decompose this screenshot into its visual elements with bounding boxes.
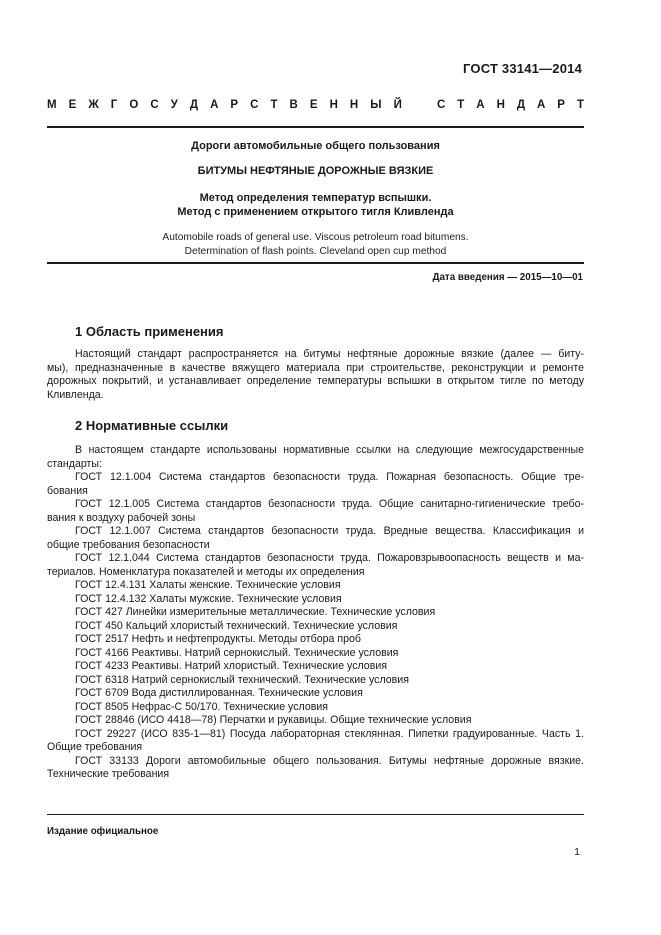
section-1-heading: 1 Область применения — [75, 324, 224, 339]
letter: Г — [110, 99, 118, 111]
letter: Н — [496, 99, 505, 111]
effective-date: Дата введения — 2015—10—01 — [432, 272, 583, 283]
reference-line: ГОСТ 33133 Дороги автомобильные общего пользования. Битумы нефтяные дорожные вязкие. — [75, 754, 584, 767]
method-title — [47, 191, 584, 219]
letter: Ж — [88, 99, 99, 111]
reference-line: ГОСТ 4166 Реактивы. Натрий сернокислый. Технические условия — [75, 646, 399, 659]
reference-line: Общие требования — [47, 741, 143, 753]
reference-line: ГОСТ 427 Линейки измерительные металлические. Технические условия — [75, 606, 436, 618]
reference-line: териалов. Номенклатура показателей и методы их определения — [47, 565, 365, 578]
page-number: 1 — [574, 846, 580, 858]
letter: А — [476, 99, 485, 111]
letter: У — [170, 99, 178, 111]
english-title-line: Automobile roads of general use. Viscous petroleum road bitumens. — [162, 232, 469, 243]
section-2-heading: 2 Нормативные ссылки — [75, 418, 229, 433]
letter: О — [129, 99, 139, 111]
reference-line: ГОСТ 12.4.132 Халаты мужские. Технические условия — [75, 592, 342, 605]
letter: Е — [309, 99, 318, 111]
text-line: дорожных покрытий, и устанавливает определение температуры вспышки в открытом тигле по методу — [47, 375, 584, 387]
reference-line: ГОСТ 29227 (ИСО 835-1—81) Посуда лабораторная стеклянная. Пипетки градуированные. Часть 1. — [75, 727, 584, 740]
reference-line: ГОСТ 8505 Нефрас-С 50/170. Технические условия — [75, 700, 328, 713]
text-line: мы), предназначенные в качестве вяжущего материала при строительстве, реконструкции и ремонте — [47, 361, 584, 374]
method-title-line: Метод определения температур вспышки. — [199, 192, 432, 204]
letter: В — [289, 99, 298, 111]
title-divider — [47, 262, 584, 264]
bitumens-title: БИТУМЫ НЕФТЯНЫЕ ДОРОЖНЫЕ ВЯЗКИЕ — [197, 165, 434, 177]
letter: Н — [349, 99, 359, 111]
letter: Т — [457, 99, 465, 111]
road-title: Дороги автомобильные общего пользования — [191, 140, 440, 152]
reference-line: ГОСТ 28846 (ИСО 4418—78) Перчатки и рукавицы. Общие технические условия — [75, 714, 472, 726]
reference-line: ГОСТ 12.1.044 Система стандартов безопасности труда. Пожаровзрывоопасность веществ и ма- — [75, 552, 584, 564]
letter: А — [537, 99, 546, 111]
reference-line: ГОСТ 12.1.005 Система стандартов безопасности труда. Общие санитарно-гигиенические требо- — [75, 498, 584, 510]
footer-divider — [47, 814, 584, 815]
reference-line: ГОСТ 12.1.007 Система стандартов безопасности труда. Вредные вещества. Классификация и — [75, 525, 584, 537]
reference-line: бования — [47, 484, 88, 497]
text-line: В настоящем стандарте использованы нормативные ссылки на следующие межгосударственные — [75, 444, 584, 456]
text-line: стандарты: — [47, 457, 102, 470]
standard-word — [437, 99, 584, 111]
letter: Н — [329, 99, 338, 111]
text-line: Кливленда. — [47, 388, 104, 401]
letter: Д — [516, 99, 526, 111]
letter: С — [437, 99, 446, 111]
reference-line: общие требования безопасности — [47, 538, 210, 551]
letter: Е — [68, 99, 77, 111]
reference-line: ГОСТ 2517 Нефть и нефтепродукты. Методы отбора проб — [75, 633, 361, 645]
english-title — [47, 231, 584, 259]
letter: Р — [557, 99, 565, 111]
text-line: Настоящий стандарт распространяется на битумы нефтяные дорожные вязкие (далее — биту- — [75, 348, 584, 360]
english-title-line: Determination of flash points. Cleveland open cup method — [184, 246, 447, 257]
letter: А — [210, 99, 219, 111]
official-edition-label: Издание официальное — [47, 826, 159, 837]
letter: С — [250, 99, 259, 111]
letter: Т — [270, 99, 278, 111]
letter: Ы — [370, 99, 382, 111]
reference-line: ГОСТ 450 Кальций хлористый технический. Технические условия — [75, 619, 398, 632]
top-divider — [47, 126, 584, 128]
interstate-word — [47, 99, 402, 111]
reference-line: ГОСТ 12.4.131 Халаты женские. Технические условия — [75, 579, 341, 591]
interstate-standard-banner — [47, 99, 584, 111]
letter: С — [150, 99, 159, 111]
section-2-text — [47, 444, 584, 782]
reference-line: ГОСТ 4233 Реактивы. Натрий хлористый. Технические условия — [75, 660, 387, 672]
letter: М — [47, 99, 57, 111]
reference-line: вания к воздуху рабочей зоны — [47, 511, 196, 524]
method-title-line: Метод с применением открытого тигля Кливленда — [177, 206, 454, 218]
letter: Т — [576, 99, 584, 111]
letter: Р — [230, 99, 239, 111]
reference-line: ГОСТ 12.1.004 Система стандартов безопасности труда. Пожарная безопасность. Общие тре- — [75, 471, 584, 483]
reference-line: ГОСТ 6709 Вода дистиллированная. Технические условия — [75, 687, 363, 699]
reference-line: Технические требования — [47, 768, 170, 780]
document-number: ГОСТ 33141—2014 — [463, 61, 582, 76]
letter: Й — [393, 99, 402, 111]
section-1-text — [47, 348, 584, 402]
reference-line: ГОСТ 6318 Натрий сернокислый технический. Технические условия — [75, 673, 409, 686]
letter: Д — [189, 99, 199, 111]
